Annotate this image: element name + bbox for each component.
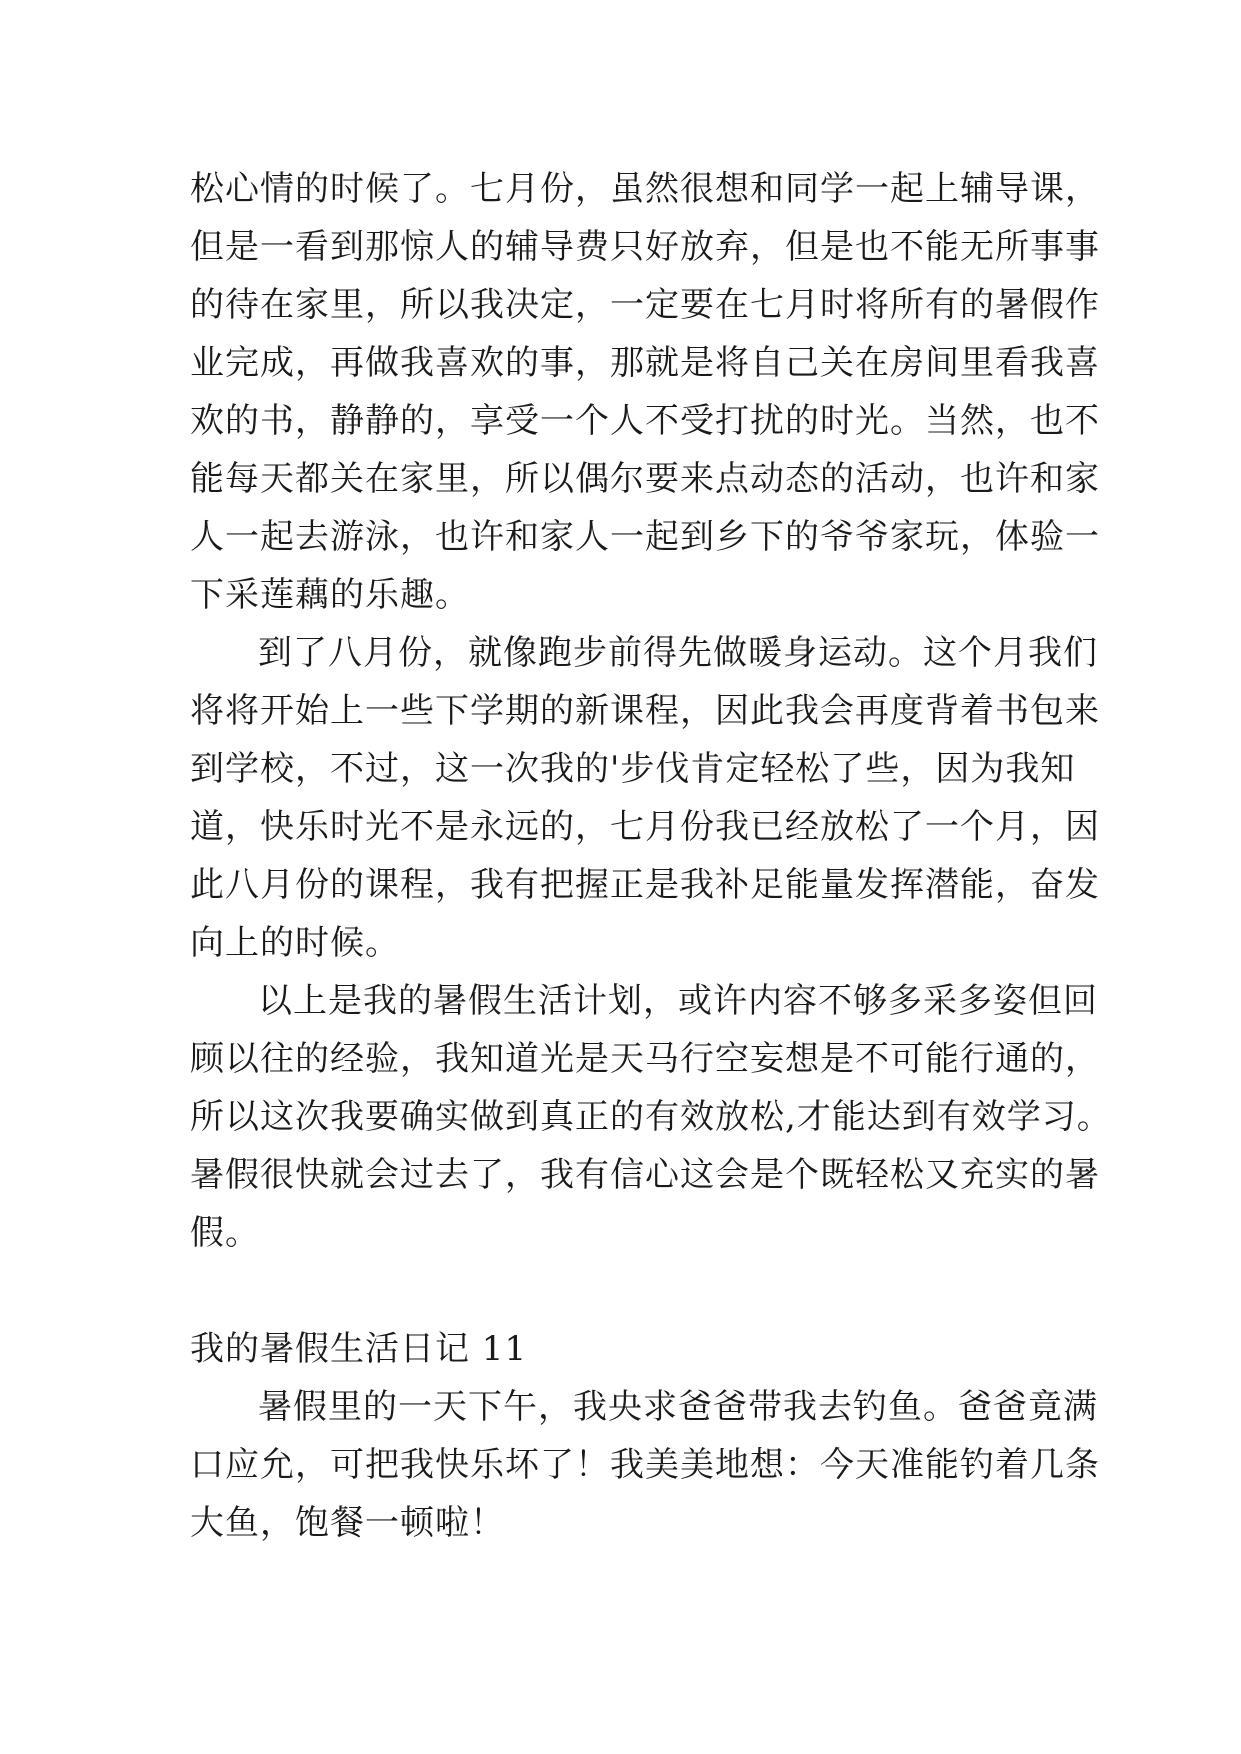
paragraph-line: 暑假里的一天下午，我央求爸爸带我去钓鱼。爸爸竟满: [258, 1387, 1098, 1427]
paragraph-2: [190, 624, 1100, 972]
paragraph-line: 松心情的时候了。七月份，虽然很想和同学一起上辅导课，: [190, 169, 1100, 209]
paragraph-line: 业完成，再做我喜欢的事，那就是将自己关在房间里看我喜: [190, 343, 1100, 383]
paragraph-line: 以上是我的暑假生活计划，或许内容不够多采多姿但回: [258, 981, 1098, 1021]
paragraph-line: 假。: [190, 1213, 260, 1253]
section-title: 我的暑假生活日记 11: [190, 1329, 528, 1369]
paragraph-4: [190, 1378, 1100, 1552]
paragraph-line: 人一起去游泳，也许和家人一起到乡下的爷爷家玩，体验一: [190, 517, 1100, 557]
paragraph-line: 的待在家里，所以我决定，一定要在七月时将所有的暑假作: [190, 285, 1100, 325]
paragraph-line: 大鱼，饱餐一顿啦！: [190, 1503, 505, 1543]
paragraph-3: [190, 972, 1112, 1262]
paragraph-1: [190, 160, 1100, 624]
paragraph-line: 欢的书，静静的，享受一个人不受打扰的时光。当然，也不: [190, 401, 1100, 441]
paragraph-line: 到了八月份，就像跑步前得先做暖身运动。这个月我们: [258, 633, 1098, 673]
paragraph-line: 将将开始上一些下学期的新课程，因此我会再度背着书包来: [190, 691, 1100, 731]
paragraph-line: 能每天都关在家里，所以偶尔要来点动态的活动，也许和家: [190, 459, 1100, 499]
paragraph-line: 口应允，可把我快乐坏了！我美美地想：今天准能钓着几条: [190, 1445, 1100, 1485]
paragraph-line: 顾以往的经验，我知道光是天马行空妄想是不可能行通的，: [190, 1039, 1100, 1079]
section-gap: [190, 1262, 1060, 1320]
paragraph-line: 到学校，不过，这一次我的'步伐肯定轻松了些，因为我知: [190, 749, 1076, 789]
paragraph-line: 但是一看到那惊人的辅导费只好放弃，但是也不能无所事事: [190, 227, 1100, 267]
paragraph-line: 道，快乐时光不是永远的，七月份我已经放松了一个月，因: [190, 807, 1100, 847]
paragraph-line: 此八月份的课程，我有把握正是我补足能量发挥潜能，奋发: [190, 865, 1100, 905]
document-body: [190, 160, 1112, 1552]
paragraph-line: 所以这次我要确实做到真正的有效放松,才能达到有效学习。: [190, 1097, 1112, 1137]
paragraph-line: 暑假很快就会过去了，我有信心这会是个既轻松又充实的暑: [190, 1155, 1100, 1195]
paragraph-line: 下采莲藕的乐趣。: [190, 575, 470, 615]
paragraph-line: 向上的时候。: [190, 923, 400, 963]
